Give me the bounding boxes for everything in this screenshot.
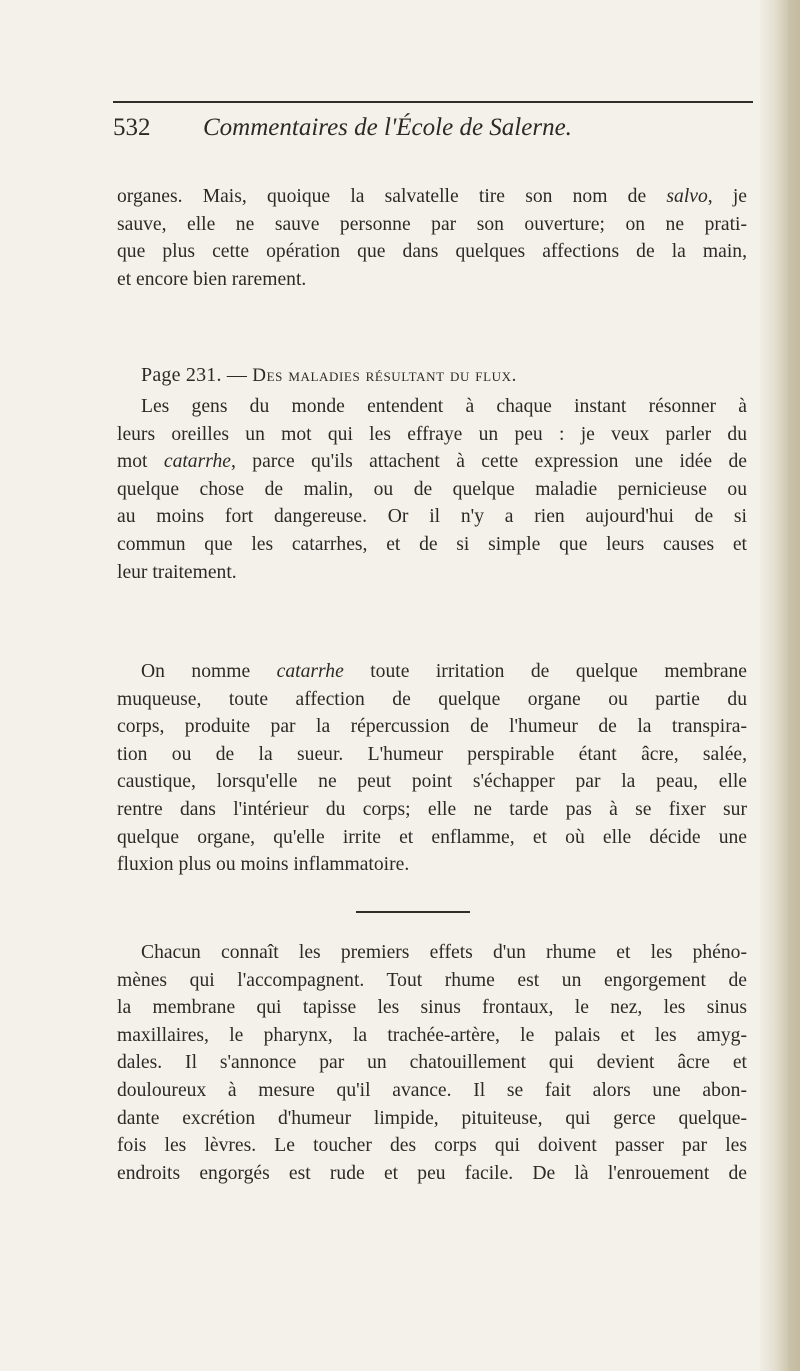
text-line: caustique, lorsqu'elle ne peut point s'échapper par la peau, elle [117, 771, 747, 793]
text-line: leur traitement. [117, 561, 237, 583]
text-line: douloureux à mesure qu'il avance. Il se fait alors une abon- [117, 1079, 747, 1101]
text-line: que plus cette opération que dans quelques affections de la main, [117, 241, 747, 263]
section-divider [356, 911, 470, 913]
text-line: leurs oreilles un mot qui les effraye un peu : je veux parler du [117, 423, 747, 445]
text-line: On nomme catarrhe toute irritation de quelque membrane [141, 661, 748, 682]
paragraph-1 [117, 183, 747, 293]
page-number: 532 [113, 114, 151, 141]
paragraph-3 [117, 658, 747, 879]
text-line: fois les lèvres. Le toucher des corps qui doivent passer par les [117, 1135, 747, 1157]
text-line: rentre dans l'intérieur du corps; elle ne tarde pas à se fixer sur [117, 798, 747, 820]
page-edge [788, 0, 800, 1371]
text-line: corps, produite par la répercussion de l'humeur de la transpira- [117, 716, 747, 738]
text-line: fluxion plus ou moins inflammatoire. [117, 854, 410, 876]
page-reference: Page 231. — [141, 364, 253, 386]
text-line: dales. Il s'annonce par un chatouillement qui devient âcre et [117, 1052, 747, 1074]
text-line: au moins fort dangereuse. Or il n'y a rien aujourd'hui de si [117, 506, 747, 528]
text-line: la membrane qui tapisse les sinus frontaux, le nez, les sinus [117, 997, 747, 1019]
section-title: Des maladies résultant du flux. [252, 365, 518, 386]
paragraph-4 [117, 939, 747, 1187]
header-rule [113, 101, 753, 103]
text-line: sauve, elle ne sauve personne par son ouverture; on ne prati- [117, 213, 747, 235]
text-line: dante excrétion d'humeur limpide, pituiteuse, qui gerce quelque- [117, 1107, 747, 1129]
running-title: Commentaires de l'École de Salerne. [203, 114, 572, 141]
text-line: et encore bien rarement. [117, 268, 307, 290]
text-line: Chacun connaît les premiers effets d'un rhume et les phéno- [141, 942, 747, 963]
text-line: muqueuse, toute affection de quelque organe ou partie du [117, 688, 747, 710]
text-line: endroits engorgés est rude et peu facile. De là l'enrouement de [117, 1162, 747, 1184]
text-line: maxillaires, le pharynx, la trachée-artère, le palais et les amyg- [117, 1024, 747, 1046]
text-line: Les gens du monde entendent à chaque instant résonner à [141, 396, 747, 417]
text-line: tion ou de la sueur. L'humeur perspirable étant âcre, salée, [117, 743, 747, 765]
paragraph-2 [117, 393, 747, 586]
text-line: commun que les catarrhes, et de si simple que leurs causes et [117, 533, 747, 555]
text-line: quelque organe, qu'elle irrite et enflamme, et où elle décide une [117, 826, 747, 848]
text-line: quelque chose de malin, ou de quelque maladie pernicieuse ou [117, 478, 747, 500]
text-line: mènes qui l'accompagnent. Tout rhume est un engorgement de [117, 969, 747, 991]
text-line: mot catarrhe, parce qu'ils attachent à cette expression une idée de [117, 451, 747, 473]
section-heading [141, 364, 517, 387]
text-line: organes. Mais, quoique la salvatelle tire son nom de salvo, je [117, 186, 748, 207]
running-header [113, 114, 753, 154]
